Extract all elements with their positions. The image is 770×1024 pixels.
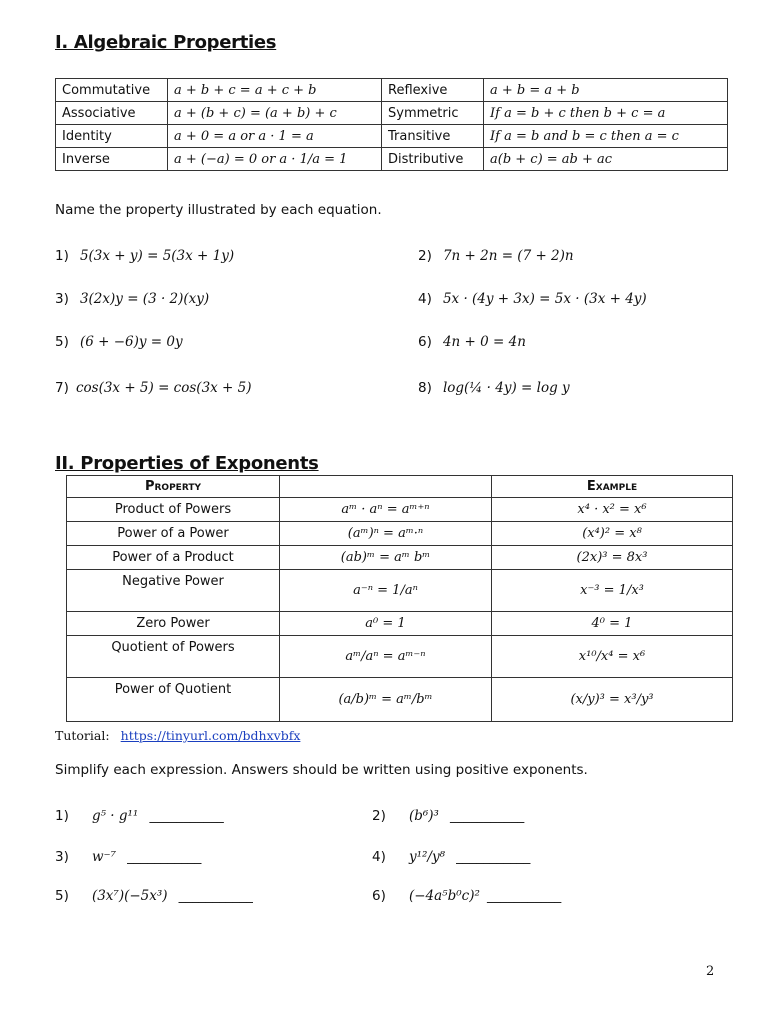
problem-expression: g⁵ · g¹¹: [91, 808, 139, 824]
problem-item: [55, 331, 183, 350]
problem-item: [372, 805, 524, 824]
property-name: Reflexive: [382, 79, 484, 102]
table-row: [67, 612, 733, 636]
answer-blank[interactable]: ___________: [178, 888, 253, 904]
problem-number: 3): [55, 849, 69, 865]
header-property: Property: [67, 476, 280, 498]
property-equation: a + (−a) = 0 or a · 1/a = 1: [168, 148, 382, 171]
property-equation: a(b + c) = ab + ac: [484, 148, 728, 171]
rule-name: Power of a Product: [67, 546, 280, 570]
rule-example: (2x)³ = 8x³: [492, 546, 733, 570]
problem-number: 6): [418, 334, 432, 350]
rule-name: Product of Powers: [67, 498, 280, 522]
table-row: [56, 148, 728, 171]
property-name: Associative: [56, 102, 168, 125]
problem-equation: cos(3x + 5) = cos(3x + 5): [75, 380, 252, 396]
rule-example: (x/y)³ = x³/y³: [492, 678, 733, 722]
problem-expression: (3x⁷)(−5x³): [91, 888, 168, 904]
problem-item: [372, 885, 561, 904]
rule-formula: (ab)ᵐ = aᵐ bᵐ: [280, 546, 492, 570]
problem-number: 8): [418, 380, 432, 396]
problem-number: 5): [55, 334, 69, 350]
table-row: [67, 498, 733, 522]
problem-number: 5): [55, 888, 69, 904]
rule-example: x¹⁰/x⁴ = x⁶: [492, 636, 733, 678]
problem-expression: w⁻⁷: [91, 849, 117, 865]
property-name: Symmetric: [382, 102, 484, 125]
problem-item: [418, 288, 647, 307]
table-row: [67, 522, 733, 546]
problem-item: [55, 377, 252, 396]
rule-formula: a⁻ⁿ = 1/aⁿ: [280, 570, 492, 612]
exponent-properties-table: [66, 475, 733, 722]
problem-number: 4): [418, 291, 432, 307]
property-name: Identity: [56, 125, 168, 148]
problem-expression: (−4a⁵b⁰c)²: [408, 888, 480, 904]
problem-number: 2): [418, 248, 432, 264]
property-name: Commutative: [56, 79, 168, 102]
rule-name: Power of a Power: [67, 522, 280, 546]
property-equation: If a = b + c then b + c = a: [484, 102, 728, 125]
rule-name: Negative Power: [67, 570, 280, 612]
problem-item: [418, 331, 526, 350]
table-row: [67, 570, 733, 612]
problem-number: 4): [372, 849, 386, 865]
problem-item: [372, 846, 530, 865]
rule-name: Zero Power: [67, 612, 280, 636]
problem-equation: (6 + −6)y = 0y: [79, 334, 183, 350]
table-row: [67, 636, 733, 678]
header-example: Example: [492, 476, 733, 498]
problem-equation: 5(3x + y) = 5(3x + 1y): [79, 248, 235, 264]
rule-name: Quotient of Powers: [67, 636, 280, 678]
table-row: [67, 678, 733, 722]
property-equation: a + b + c = a + c + b: [168, 79, 382, 102]
instruction-simplify: Simplify each expression. Answers should be written using positive exponents.: [55, 762, 588, 778]
rule-example: 4⁰ = 1: [492, 612, 733, 636]
problem-expression: y¹²/y⁸: [408, 849, 445, 865]
section-title-exponents: II. Properties of Exponents: [55, 453, 319, 474]
property-equation: If a = b and b = c then a = c: [484, 125, 728, 148]
tutorial-line: [55, 725, 300, 744]
answer-blank[interactable]: ___________: [149, 808, 224, 824]
instruction-name-property: Name the property illustrated by each equation.: [55, 202, 382, 218]
problem-item: [418, 245, 574, 264]
property-equation: a + (b + c) = (a + b) + c: [168, 102, 382, 125]
header-blank: [280, 476, 492, 498]
table-row: [56, 125, 728, 148]
answer-blank[interactable]: ___________: [450, 808, 525, 824]
property-equation: a + 0 = a or a · 1 = a: [168, 125, 382, 148]
problem-item: [55, 245, 234, 264]
problem-item: [55, 846, 201, 865]
page-number: 2: [706, 964, 715, 979]
tutorial-label: Tutorial:: [55, 728, 110, 743]
problem-item: [418, 377, 570, 396]
problem-number: 6): [372, 888, 386, 904]
property-name: Distributive: [382, 148, 484, 171]
algebraic-properties-table: [55, 78, 728, 171]
rule-name: Power of Quotient: [67, 678, 280, 722]
table-row: [67, 546, 733, 570]
rule-formula: aᵐ · aⁿ = aᵐ⁺ⁿ: [280, 498, 492, 522]
table-row: [56, 79, 728, 102]
problem-number: 7): [55, 380, 69, 396]
problem-equation: 7n + 2n = (7 + 2)n: [442, 248, 574, 264]
table-row: [56, 102, 728, 125]
rule-formula: aᵐ/aⁿ = aᵐ⁻ⁿ: [280, 636, 492, 678]
problem-equation: 3(2x)y = (3 · 2)(xy): [79, 291, 210, 307]
table-header-row: [67, 476, 733, 498]
problem-expression: (b⁶)³: [408, 808, 439, 824]
problem-number: 2): [372, 808, 386, 824]
problem-item: [55, 885, 253, 904]
property-equation: a + b = a + b: [484, 79, 728, 102]
section-title-algebraic: I. Algebraic Properties: [55, 32, 277, 53]
problem-equation: 5x · (4y + 3x) = 5x · (3x + 4y): [442, 291, 647, 307]
tutorial-link[interactable]: https://tinyurl.com/bdhxvbfx: [120, 728, 301, 743]
rule-formula: a⁰ = 1: [280, 612, 492, 636]
rule-example: (x⁴)² = x⁸: [492, 522, 733, 546]
problem-equation: 4n + 0 = 4n: [442, 334, 526, 350]
answer-blank[interactable]: ___________: [456, 849, 531, 865]
problem-number: 1): [55, 808, 69, 824]
rule-example: x⁻³ = 1/x³: [492, 570, 733, 612]
problem-equation: log(¼ · 4y) = log y: [442, 380, 570, 396]
property-name: Inverse: [56, 148, 168, 171]
answer-blank[interactable]: ___________: [127, 849, 202, 865]
problem-item: [55, 805, 224, 824]
rule-formula: (a/b)ᵐ = aᵐ/bᵐ: [280, 678, 492, 722]
answer-blank[interactable]: ___________: [486, 888, 562, 904]
problem-item: [55, 288, 209, 307]
problem-number: 1): [55, 248, 69, 264]
property-name: Transitive: [382, 125, 484, 148]
rule-formula: (aᵐ)ⁿ = aᵐ·ⁿ: [280, 522, 492, 546]
problem-number: 3): [55, 291, 69, 307]
rule-example: x⁴ · x² = x⁶: [492, 498, 733, 522]
